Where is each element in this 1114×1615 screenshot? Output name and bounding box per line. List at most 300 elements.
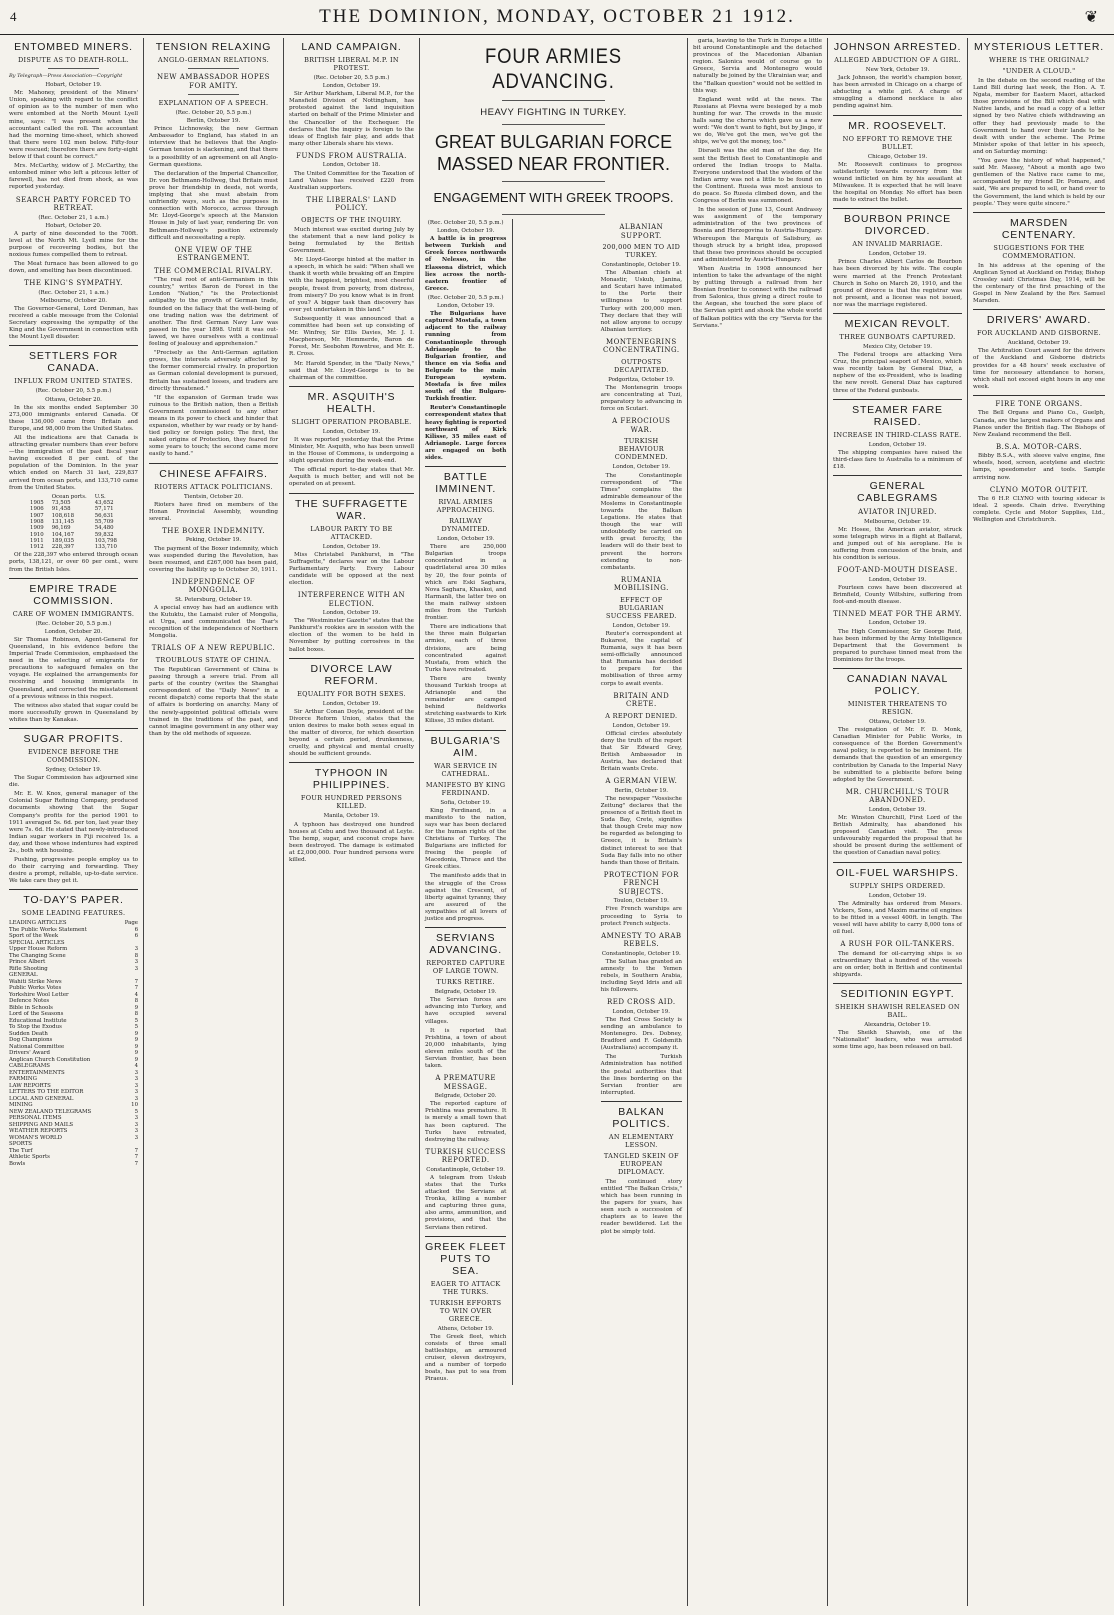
headline-greek-fleet: GREEK FLEET PUTS TO SEA. [425,1240,507,1277]
headline-servians-advancing: SERVIANS ADVANCING. [429,932,502,957]
toc-page: 4 [134,1063,138,1070]
toc-page: Page [124,920,138,927]
subhead: OBJECTS OF THE INQUIRY. [301,215,402,224]
subhead: FOR AUCKLAND AND GISBORNE. [976,329,1102,338]
byline: By Telegraph—Press Association—Copyright [9,73,123,79]
subhead: MINISTER THREATENS TO RESIGN. [847,700,948,716]
dateline: London, October 19. [436,303,495,310]
subhead: THE KING'S SYMPATHY. [24,279,123,288]
subhead: TINNED MEAT FOR THE ARMY. [833,609,962,618]
paragraph: King Ferdinand, in a manifesto to the nation, says war has been declared for the human rights of the Christians of Turkey. The Bulgarians are inflicted for freeing the people of Macedonia, Thrace and the Greek cities. [425,807,507,871]
paragraph: Mr. Hosee, the American aviator, struck some telegraph wires in a flight at Ballarat, and jumped out of his aeroplane. He is suffering from concussion of the brain, and his condition is serious. [833,526,962,561]
toc-page: 3 [134,1134,138,1141]
column-rule [512,219,594,1385]
dateline: Hobart, October 20. [45,222,102,229]
dateline: London, October 19. [868,576,927,583]
toc-page: 7 [134,978,138,985]
dateline: London, October 18. [322,162,381,169]
toc-page: 8 [134,1011,138,1018]
received-line: (Rec. October 20, 5.5 p.m.) [35,388,112,395]
divider [833,862,962,863]
toc-item: Defence Notes [9,998,50,1005]
received-line: (Rec. October 20, 5.5 p.m.) [175,110,252,116]
table-row: 1906 91,458 57,171 [30,506,114,513]
dateline: New York, October 19. [865,67,930,73]
paragraph: The Red Cross Society is sending an ambulance to Montenegro. Drs. Dobney, Bradford and F. Goldsmith (Australians) accompany it. [600,1016,682,1052]
paragraph: The Servian forces are advancing into Turkey, and have occupied several villages. [425,997,507,1025]
toc-item: Dog Champions [9,1037,53,1044]
advertisement-heading: FIRE TONE ORGANS. [995,399,1083,408]
toc-item: Prince Albert [9,959,46,966]
toc-item: Public Works Votes [9,985,62,992]
toc-item: FARMING [9,1076,37,1083]
subhead: THE LIBERALS' LAND POLICY. [306,195,397,213]
toc-item: Educational Institute [9,1017,67,1024]
subhead: RIOTERS ATTACK POLITICIANS. [154,482,273,491]
dateline: Sydney, October 19. [45,766,102,773]
paragraph: It is reported that Prishtina, a town of about 20,000 inhabitants, lying eleven miles south of the Servian frontier, has been taken. [425,1027,507,1070]
subhead: SEARCH PARTY FORCED TO RETREAT. [15,195,132,212]
paragraph: The High Commissioner, Sir George Reid, has been informed by the Army Intelligence Department that the Government is prepared to purchase tinned meat from the Dominions for the troops. [833,628,962,663]
toc-page: 9 [134,1050,138,1057]
banner-headline: FOUR ARMIES ADVANCING. [484,45,623,93]
paragraph: The "Westminster Gazette" states that the Pankhurst's rookies are in session with the election of the women to be held in November by putting corrosives in the ballot boxes. [289,618,414,653]
dateline: London, October 19. [436,228,495,235]
advertisement-heading: B.S.A. MOTOR-CARS. [995,442,1083,451]
subhead: ALBANIAN SUPPORT. [619,223,664,240]
toc-item: To Stop the Exodus [9,1024,62,1031]
subhead: DISPUTE AS TO DEATH-ROLL. [18,56,129,64]
headline-canadian-naval: CANADIAN NAVAL POLICY. [846,673,949,697]
toc-page: 7 [134,1147,138,1154]
toc-page: 3 [134,1089,138,1096]
paragraph: garia, leaving to the Turk in Europe a little bit around Constantinople and the detached provinces of the Macedonian Albanian region. Salonica would of course go to Greece, Servia and Montenegro would naturally be joined by the Ukrainian war, and the "Balkan question" would not be settled in this way. [693,38,822,94]
toc-item: Anglican Church Constitution [9,1056,91,1063]
paragraph: Mr. Harold Spender, in the "Daily News," said that Mr. Lloyd-George is to be chairman of the committee. [289,360,414,381]
paragraph: A party of nine descended to the 700ft. level at the North Mt. Lyell mine for the purpose of recovering bodies, but the noxious fumes compelled them to retreat. [9,230,138,258]
headline-asquith-health: MR. ASQUITH'S HEALTH. [307,390,396,415]
divider [9,578,138,579]
paragraph: Jack Johnson, the world's champion boxer, has been arrested in Chicago on a charge of abducting a white girl. A charge of smuggling a diamond necklace is also pending against him. [833,75,962,110]
subhead: TRIALS OF A NEW REPUBLIC. [151,644,276,653]
toc-item: CABLEGRAMS [9,1063,50,1070]
toc-item: Bowls [9,1160,26,1167]
paragraph: In his address at the opening of the Anglican Synod at Auckland on Friday, Bishop Crossley said: Christmas Day, 1914, will be the centenary of the first preaching of the Gospel in New Zealand by the Rev. Samuel Marsden. [973,262,1105,305]
paragraph: Mr. Mahoney, president of the Miners' Union, speaking with regard to the conflict of opinion as to the number of men who were entombed at the North Mount Lyell mine, says: "I was present when the accountant called the roll. The accountant had the morning time-sheet, which showed that there were 102 men below. Fifty-four were rescued; therefore there are forty-eight below if that count be correct." [9,90,138,161]
paragraph: In the six months ended September 30 273,000 immigrants entered Canada. Of these 136,000 came from Britain and Europe, and 98,000 from the United States. [9,404,138,432]
subhead: "UNDER A CLOUD." [1002,67,1076,75]
toc-page: 3 [134,959,138,966]
divider [833,475,962,476]
toc-item: The Public Works Statement [9,926,87,933]
subhead: RAILWAY DYNAMITED. [441,517,490,534]
toc-page: 9 [134,1037,138,1044]
subhead: RIVAL ARMIES APPROACHING. [436,498,495,515]
subhead: TURKISH EFFORTS TO WIN OVER GREECE. [429,1298,502,1323]
divider [425,466,506,467]
received-line: (Rec. October 20, 5.5 p.m.) [427,220,504,226]
paragraph: Of the 228,397 who entered through ocean ports, 138,121, or over 60 per cent., were from the British Isles. [9,552,138,573]
subhead: EQUALITY FOR BOTH SEXES. [297,689,406,698]
paragraph: Mr. Winston Churchill, First Lord of the British Admiralty, has abandoned his proposed Canadian visit. The press unfavourably regarded the proposal that he should be present during the settlement of the question of Canadian naval policy. [833,814,962,857]
subhead: ANGLO-GERMAN RELATIONS. [158,56,269,64]
toc-page: 9 [134,1030,138,1037]
column-8 [968,38,1110,1606]
headline-bulgarias-aim: BULGARIA'S AIM. [430,734,501,759]
advertisement-text: Bibby B.S.A., with sleeve valve engine, fine wheels, hood, screen, acetylene and electric lamps, speedometer and tools. Sample arriving now. [973,453,1105,481]
subhead: MR. CHURCHILL'S TOUR ABANDONED. [845,787,950,805]
table-row: 1907 108,618 56,631 [30,512,114,519]
paragraph: "You gave the history of what happened," said Mr. Massey, "About a month ago two gentlemen of the Native race came to me, accompanied by my friend Dr. Pomare, and said, 'We are prepared to sell, or hand over to the Government, the land which is held by our people.' They were quite sincere." [973,158,1105,207]
immigration-table [26,494,121,551]
paragraph: The Turkish Administration has notified the postal authorities that the lines bordering on the Servian frontier are interrupted. [600,1054,682,1096]
dateline: London, October 19. [868,251,927,258]
paragraph: Official circles absolutely deny the truth of the report that Sir Edward Grey, British Ambassador in Austria, has declared that Britain wants Crete. [600,730,682,773]
table-row: 1909 96,169 54,480 [30,525,114,532]
dateline: Berlin, October 19. [186,118,241,125]
divider [601,1101,682,1102]
headline-land-campaign: LAND CAMPAIGN. [301,41,402,53]
subhead: A RUSH FOR OIL-TANKERS. [840,940,955,949]
toc-item: LETTERS TO THE EDITOR [9,1089,84,1096]
subhead: A PREMATURE MESSAGE. [435,1074,496,1091]
divider [973,395,1105,396]
dateline: Ottawa, October 20. [45,396,102,403]
page-number: 4 [10,9,19,24]
toc-page: 9 [134,1043,138,1050]
toc-item: NEW ZEALAND TELEGRAMS [9,1108,92,1115]
toc-page: 7 [134,1160,138,1167]
dateline: London, October 19. [612,722,671,729]
paragraph: A typhoon has destroyed one hundred houses at Cebu and two thousand at Leyte. The hemp, sugar, and coconut crops have been destroyed. The damage is estimated at £2,000,000. Four hundred persons were killed. [289,821,414,863]
toc-page: 3 [134,1069,138,1076]
dateline: Berlin, October 19. [614,787,669,794]
paragraph: Fourteen cows have been discovered at Brimfield, County Wiltshire, suffering from foot-and-mouth disease. [833,584,962,605]
paragraph: Subsequently it was announced that a committee had been set up consisting of Mr. Winfrey, Sir Ellis Davies, Mr. J. I. Macpherson, Mr. Hemmerde, Baron de Forest, Mr. Seebohm Rowntree, and Mr. E. R. Cross. [289,315,414,358]
paragraph: The Sugar Commission has adjourned sine die. [9,775,138,789]
divider [833,668,962,669]
paragraph: It was reported yesterday that the Prime Minister, Mr. Asquith, who has been unwell in the House of Commons, is undergoing a slight operation during the week-end. [289,436,414,465]
column-2 [144,38,284,1606]
paragraph: There are indications that the three main Bulgarian armies, each of three divisions, are being concentrated against Mustafa, from which the Turks have retreated. [425,624,507,673]
subhead: BRITISH LIBERAL M.P. IN PROTEST. [304,56,399,72]
paragraph: Rioters have fired on members of the Honan Provincial Assembly, wounding several. [149,501,278,522]
paragraph: The witness also stated that sugar could be more successfully grown in Queensland by whites than by Kanakas. [9,702,138,723]
subhead: ONE VIEW OF THE ESTRANGEMENT. [174,245,253,263]
toc-page: 9 [134,1004,138,1011]
subhead: AVIATOR INJURED. [858,508,937,516]
toc-item: LEADING ARTICLES [9,920,67,927]
column-3 [284,38,420,1606]
subhead: A GERMAN VIEW. [605,777,678,786]
toc-page: 5 [134,1017,138,1024]
advertisement-text: The 6 H.P. CLYNO with touring sidecar is ideal. 2 speeds. Chain drive. Everything complete. Cycle and Motor Supplies, Ltd., Wellington and Christchurch. [973,496,1105,524]
dateline: Constantinople, October 19. [601,262,681,268]
toc-page: 8 [134,998,138,1005]
paragraph: The newspaper "Vossische Zeitung" declares that the presence of a British fleet in Suda Bay, Crete, signifies that though Crete may now be regarded as belonging to Greece, it is Britain's distinct interest to see that Suda Bay falls into no other hands than those of Britain. [600,795,682,866]
paragraph: The manifesto adds that in the struggle of the Cross against the Crescent, of liberty against tyranny, they are assured of the sympathies of all lovers of justice and progress. [425,873,507,923]
toc-page: 3 [134,965,138,972]
paragraph: The demand for oil-carrying ships is so extraordinary that a hundred of the vessels are on order, both in British and continental shipyards. [833,950,962,978]
divider [425,927,506,928]
dateline: Belgrade, October 20. [434,1093,497,1100]
divider [973,309,1105,310]
headline-tension-relaxing: TENSION RELAXING [155,41,272,53]
paragraph: There are 250,000 Bulgarian troops concentrated in a quadrilateral area 30 miles by 20, the four points of which are Eski Saghara, Nova Saghara, Khaskoi, and Harmanli, the latter two on the main railway sixteen miles from the Turkish frontier. [425,544,507,622]
dateline: London, October 19. [322,83,381,90]
dateline: Peking, October 19. [185,537,242,544]
table-row: 1905 73,505 43,652 [30,500,114,507]
toc-row [9,1161,138,1168]
headline-sugar-profits: SUGAR PROFITS. [23,732,124,745]
paragraph: Reuter's correspondent at Bukarest, the capital of Rumania, says it has been semi-officially announced that Rumania has decided to prepare for the mobilisation of three army corps to await events. [600,630,682,687]
divider [425,730,506,731]
subhead: AMNESTY TO ARAB REBELS. [601,931,682,949]
toc-item: Lord of the Seasons [9,1011,64,1018]
subhead: A FEROCIOUS WAR. [612,417,671,434]
paragraph: The Meat furnace has been allowed to go down, and smelting has been discontinued. [9,261,138,275]
headline-mexican-revolt: MEXICAN REVOLT. [844,317,951,330]
headline-empire-trade: EMPIRE TRADE COMMISSION. [29,582,118,607]
toc-item: SPORTS [9,1141,32,1148]
subhead: WAR SERVICE IN CATHEDRAL. [433,761,498,778]
dateline: Chicago, October 19. [867,153,928,160]
divider [502,214,605,215]
subhead: THE COMMERCIAL RIVALRY. [154,266,273,275]
dateline: Ottawa, October 19. [869,719,926,725]
divider [502,181,605,182]
toc-page: 3 [134,1095,138,1102]
divider [833,399,962,400]
toc-item: Rifle Shooting [9,965,48,972]
paragraph: The shipping companies have raised the third-class fare to Australia to a minimum of £18. [833,449,962,470]
paragraph: "Precisely as the Anti-German agitation grows, the interests adversely affected by the former commercial rivalry. In proportion as German colonial development is pursued, Britain has sustained losses, and traders are directly threatened." [149,350,278,392]
lead-paragraph: A battle is in progress between Turkish and Greek forces northwards of Nelesso, in the Elassona district, which lies across the north-eastern frontier of Greece. [425,236,507,292]
dateline: London, October 19. [868,806,927,813]
subhead: THREE GUNBOATS CAPTURED. [839,332,956,341]
divider [289,658,414,659]
paragraph: There are twenty thousand Turkish troops at Adrianople and the remainder are camped behind fieldworks stretching eastwards to Kirk Kilisse, 35 miles distant. [425,675,507,725]
divider [973,212,1105,213]
subhead: TANGLED SKEIN OF EUROPEAN DIPLOMACY. [603,1151,679,1176]
paragraph: Prince Charles Albert Carlos de Bourbon has been divorced by his wife. The couple were married at the French Protestant Church in Soho on March 26, 1910, and the ground of divorce is that the registrar was not present, and a license was not issued, nor was the marriage registered. [833,259,962,308]
divider [289,493,414,494]
divider [833,115,962,116]
table-header: Ocean ports. [51,493,87,500]
dateline: Melbourne, October 19. [864,518,931,525]
received-line: (Rec. October 20, 5.5 p.m.) [35,620,112,627]
subhead: INDEPENDENCE OF MONGOLIA. [171,577,256,595]
toc-page: 3 [134,1082,138,1089]
received-line: (Rec. October 20, 5.5 p.m.) [427,294,504,301]
divider [833,983,962,984]
subhead: OUTPOSTS DECAPITATED. [614,357,669,374]
subhead: SUGGESTIONS FOR THE COMMEMORATION. [993,243,1085,260]
subhead: AN ELEMENTARY LESSON. [608,1132,674,1149]
dateline: London, October 19. [436,536,495,543]
headline-settlers-canada: SETTLERS FOR CANADA. [29,350,118,375]
paragraph: Five French warships are proceeding to Syria to protect French subjects. [600,906,682,927]
headline-roosevelt: MR. ROOSEVELT. [848,119,947,132]
dateline: London, October 19. [612,464,671,471]
subhead: NEW AMBASSADOR HOPES FOR AMITY. [157,73,270,90]
dateline: Hobart, October 19. [45,82,102,89]
advertisement-text: Pushing, progressive people employ us to do their carrying and forwarding. They desire a prompt, reliable, up-to-date service. We take care they get it. [9,857,138,885]
toc-item: LOCAL AND GENERAL [9,1095,74,1102]
subhead: EAGER TO ATTACK THE TURKS. [430,1279,501,1296]
dateline: Toulon, October 19. [613,898,669,905]
paragraph: Prince Lichnowsky, the new German Ambassador to England, has stated in an interview that he believes that the Anglo-German tension is slackening, and that there is a possibility of an agreement on all Anglo-German questions. [149,126,278,168]
dateline: London, October 19. [322,610,381,617]
paragraph: The official report to-day states that Mr. Asquith is much better, and will not be operated on at present. [289,467,414,488]
paragraph: The Montenegrin troops are concentrating at Tuzi, preparatory to advancing in force on Scutari. [600,385,682,413]
dateline: London, October 19. [868,892,927,899]
received-line: (Rec. October 21, 1 a.m.) [38,289,109,296]
toc-item: SHIPPING AND MAILS [9,1121,74,1128]
paragraph: Sir Arthur Markham, Liberal M.P., for the Mansfield Division of Nottingham, has protested against the land inquisition started on behalf of the Prime Minister and the Chancellor of the Exchequer. He declares that the inquiry is foreign to the ideas of English fair play, and adds that many other Liberals share his views. [289,91,414,147]
toc-item: WOMAN'S WORLD [9,1134,62,1141]
dateline: Constantinople, October 19. [601,950,681,957]
center-left-column [425,219,506,1385]
subhead: FOUR HUNDRED PERSONS KILLED. [300,794,403,811]
toc-item: Athletic Sports [9,1154,50,1161]
headline-mysterious-letter: MYSTERIOUS LETTER. [974,41,1104,53]
dateline: London, October 19. [322,543,381,550]
dateline: Athens, October 19. [437,1325,494,1332]
center-text-columns [425,219,682,1385]
paragraph: Disraeli was the old man of the day. He sent the British fleet to Constantinople and ordered the Indian troops to Malta. Everyone understood that the wisdom of the Indian army was not a little to be found on the Continent. Russia was most anxious to do peace. So Russia climbed down, and the Congress of Berlin was summoned. [693,148,822,205]
dateline: London, October 19. [322,700,381,707]
subhead: MONTENEGRINS CONCENTRATING. [603,337,680,355]
paragraph: The Governor-General, Lord Denman, has received a cable message from the Colonial Secretary expressing the sympathy of the King and the Government in connection with the Mount Lyell disaster. [9,305,138,341]
paragraph: The Federal troops are attacking Vera Cruz, the principal seaport of Mexico, which was recently taken by General Diaz, a nephew of the ex-President, who is leading the new revolt. General Diaz has captured three of the Federal gunboats. [833,352,962,394]
headline-sedition-egypt: SEDITIONIN EGYPT. [840,987,955,1000]
paragraph: Mr. Roosevelt continues to progress satisfactorily towards recovery from the wound inflicted on him by his assailant at Milwaukee. It is expected that he will leave the hospital on Monday. No effort has been made to extract the bullet. [833,161,962,204]
table-of-contents [9,920,138,1167]
toc-item: LAW REPORTS [9,1082,51,1089]
toc-page: 3 [134,1076,138,1083]
divider [425,1236,506,1237]
divider [188,94,240,95]
subhead: 200,000 MEN TO AID TURKEY. [602,243,681,259]
paragraph: The declaration of the Imperial Chancellor, Dr. von Bethmann-Hollweg, that Britain must prove her friendship in deeds, not words, implying that she must abstain from unfriendly ways, such as the purposes in connection with Morocco, across through Mr. Lloyd-George's speech at the Mansion House in July of last year, rendering Dr. von Bethmann-Hollweg's position extremely difficult and necessitating a reply. [149,170,278,241]
toc-item: PERSONAL ITEMS [9,1115,62,1122]
dateline: London, October 19. [322,428,381,435]
table-header: U.S. [94,493,106,500]
paragraph: The payment of the Boxer indemnity, which was suspended during the Revolution, has been resumed, and £267,000 has been paid, covering the liability up to October 30, 1911. [149,545,278,573]
subhead: PROTECTION FOR FRENCH SUBJECTS. [603,870,679,896]
paragraph: A special envoy has had an audience with the Kutuktu, the Lamaist ruler of Mongolia, at Urga, and communicated the Tsar's recognition of the independence of Northern Mongolia. [149,604,278,640]
subhead: SLIGHT OPERATION PROBABLE. [291,417,412,426]
received-line: (Rec. October 20, 5.5 p.m.) [313,75,390,81]
paragraph: The Republican Government of China is passing through a severe trial. From all parts of the country (writes the Shanghai correspondent of the "Daily News" in a recent dispatch) come reports that the state of affairs is bordering on anarchy. Many of the newly-appointed political officials were trained in the traditions of the past, and cannot imagine government in any other way than by the old methods of squeeze. [149,666,278,737]
toc-item: The Changing Scene [9,952,66,959]
toc-item: Sport of the Week [9,933,59,940]
subhead: WHERE IS THE ORIGINAL? [988,56,1090,64]
paragraph: "If the expansion of German trade was ruinous to the British nation, then a British Government commissioned to any other means in its power to check and hinder that expansion, whether by war ready or by hand-tied policy or foreign policy. The first, the naked origins of Protection, they feared for some years to touch; the second came more easily to hand." [149,394,278,458]
subhead: TURKISH SUCCESS REPORTED. [425,1147,506,1165]
divider [9,345,138,346]
dateline: Mexico City, October 19. [863,343,932,350]
divider [48,68,100,69]
advertisement-heading: CLYNO MOTOR OUTFIT. [989,485,1089,494]
table-row: 1908 131,145 55,709 [30,518,114,525]
headline-battle-imminent: BATTLE IMMINENT. [435,471,497,496]
newspaper-title: THE DOMINION, MONDAY, OCTOBER 21 1912. [319,6,795,27]
divider [833,313,962,314]
headline-suffragette-war: THE SUFFRAGETTE WAR. [295,497,408,522]
toc-page: 6 [134,926,138,933]
toc-item: National Committee [9,1043,65,1050]
paragraph: In the debate on the second reading of the Land Bill during last week, the Hon. A. T. Ngata, member for Eastern Maori, attacked those provisions of the Bill which deal with Native lands, and he read a copy of a letter signed by two Native chiefs withdrawing an offer they had previously made to the Government to hand over their lands to be dealt with under the scheme. The Prime Minister spoke of that letter in his speech, and on Saturday morning: [973,78,1105,155]
dateline: London, October 19. [612,622,671,629]
toc-item: Wahiti Strike News [9,978,62,985]
dateline: Auckland, October 19. [1007,340,1071,347]
column-7 [828,38,968,1606]
toc-item: Drivers' Award [9,1050,50,1057]
paragraph: England went wild at the news. The Russians at Plevna were besieged by a mob hunting for war. The crowds in the music halls sang the chorus which gave us a new word: "We don't want to fight, but by Jingo, if we do, We've got the men, we've got the ships, we've got the money, too." [693,96,822,146]
subhead: SOME LEADING FEATURES. [21,909,126,918]
paragraph: The Albanian chiefs at Monastir, Uskub, Janina, and Scutari have intimated to the Porte their willingness to support Turkey with 200,000 men. They declare that they will not allow anyone to occupy Albanian territory. [600,270,682,333]
paragraph: The Sultan has granted an amnesty to the Yemen rebels, in Southern Arabia, including Seyd Idris and all his followers. [600,958,682,994]
headline-bourbon-prince: BOURBON PRINCE DIVORCED. [844,213,951,238]
headline-balkan-politics: BALKAN POLITICS. [612,1105,671,1130]
dateline: Belgrade, October 19. [434,989,497,996]
paragraph: Much interest was excited during July by the statement that a new land policy is being formulated by the British Government. [289,226,414,255]
subhead: BRITAIN AND CRETE. [613,691,670,709]
subhead: REPORTED CAPTURE OF LARGE TOWN. [426,959,506,976]
dateline: Melbourne, October 20. [40,297,107,304]
subhead: ALLEGED ABDUCTION OF A GIRL. [834,56,961,64]
subhead: CARE OF WOMEN IMMIGRANTS. [12,609,135,618]
toc-item: Bible in Schools [9,1004,53,1011]
paragraph: A telegram from Uskub states that the Turks attacked the Servians at Tronka, killing a number and capturing three guns, also arms, ammunition, and provisions, and that the Servians then retired. [425,1174,507,1231]
headline-marsden-centenary: MARSDEN CENTENARY. [1001,216,1077,241]
received-line: (Rec. October 21, 1 a.m.) [38,214,109,221]
toc-item: Sudden Death [9,1030,48,1037]
paragraph: The Constantinople correspondent of "The Times" complains the admirable demeanour of the Moslems in Constantinople towards the Balkan Legations. He states that though the war will undoubtedly be carried on with great ferocity, the leaders will do their best to prevent the horrors extending to non-combatants. [600,472,682,571]
toc-item: GENERAL [9,972,38,979]
toc-page: 4 [134,991,138,998]
headline-drivers-award: DRIVERS' AWARD. [986,314,1092,327]
divider [188,68,240,69]
subhead: MANIFESTO BY KING FERDINAND. [425,780,506,797]
paragraph: In the session of June 13, Count Andrassy was assignment of the temporary administration of the two provinces of Bosnia and Herzegovina to Austria-Hungary. Whereupon the Marquis of Salisbury, as though struck by a bright idea, proposed that these two provinces should be occupied and administered by Austria-Hungary. [693,207,822,263]
divider [289,386,414,387]
paragraph: The resignation of Mr. F. D. Monk, Canadian Minister for Public Works, in consequence of the Borden Government's naval policy, is reported to be imminent. He demands that the question of an emergency contribution by Canada to the Imperial Navy be submitted to a plebiscite before being adopted by the Government. [833,727,962,783]
dateline: London, October 19. [612,1008,671,1015]
toc-page: 7 [134,1154,138,1161]
subhead: TURKISH BEHAVIOUR CONDEMNED. [614,437,668,462]
paragraph: The continued story entitled "The Balkan Crisis," which has been running in the papers for years, has seen such a succession of chapters as to leave the reader bewildered. Let the plot be simply told. [600,1178,682,1235]
dateline: Alexandria, October 19. [864,1021,931,1028]
dateline: London, October 20. [44,628,103,635]
table-row: 1911 189,035 103,798 [30,537,117,544]
subhead: EXPLANATION OF A SPEECH. [158,99,269,107]
dateline: London, October 19. [868,620,927,627]
dateline: Tientsin, October 20. [183,493,244,500]
paragraph: The Admiralty has ordered from Messrs. Vickers, Sons, and Maxim marine oil engines to be fitted in a vessel 400ft. in length. The vessel will have ability to carry 8,000 tons of oil fuel. [833,900,962,935]
center-right-column [601,219,682,1385]
subhead: RED CROSS AID. [606,998,676,1007]
paragraph: The Sheikh Shawish, one of the "Nationalist" leaders, who was arrested some time ago, has been released on bail. [833,1030,962,1051]
toc-item: MINING [9,1102,33,1109]
toc-page: 8 [134,952,138,959]
deck-headline: ENGAGEMENT WITH GREEK TROOPS. [433,190,674,205]
paragraph: The reported capture of Prishtina was premature. It is merely a small town that has been captured. The Turks have retreated, destroying the railway. [425,1101,507,1143]
paragraph: Sir Arthur Conan Doyle, president of the Divorce Reform Union, states that the union desires to make both sexes equal in the matter of divorce, for which desertion beyond a certain period, drunkenness, cruelty, and physical and mental cruelty should be sufficient grounds. [289,708,414,758]
subhead: NO EFFORT TO REMOVE THE BULLET. [842,134,953,151]
